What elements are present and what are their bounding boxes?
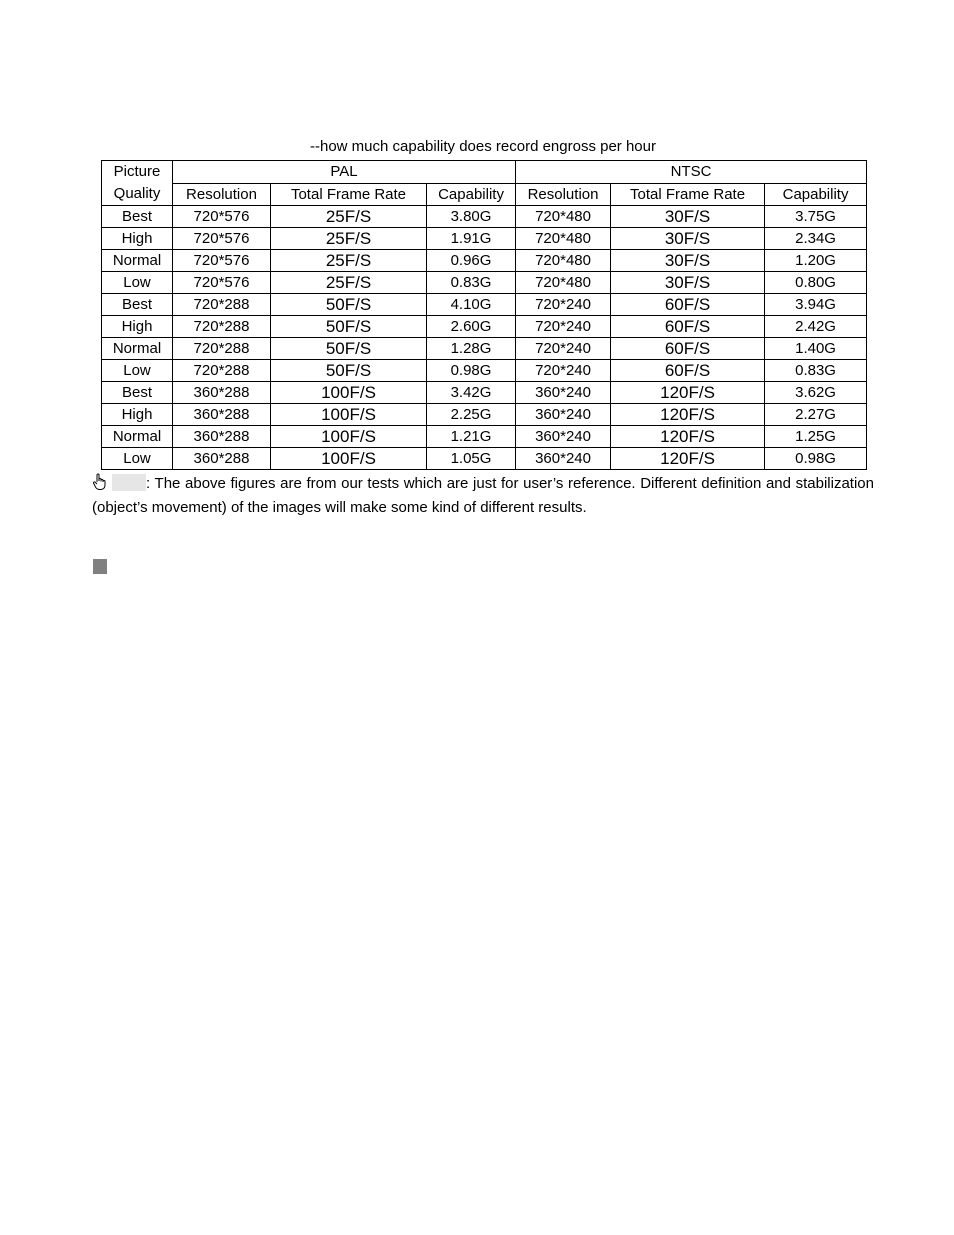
table-row bbox=[102, 404, 867, 426]
pal-frame-rate-cell: 100F/S bbox=[271, 404, 427, 426]
table-row bbox=[102, 250, 867, 272]
ntsc-header: NTSC bbox=[516, 161, 867, 184]
ntsc-frame-rate-cell: 120F/S bbox=[611, 426, 765, 448]
ntsc-resolution-header: Resolution bbox=[516, 183, 611, 206]
pal-resolution-cell: 360*288 bbox=[173, 382, 271, 404]
table-row bbox=[102, 206, 867, 228]
pal-frame-rate-cell: 25F/S bbox=[271, 228, 427, 250]
ntsc-resolution-cell: 720*240 bbox=[516, 360, 611, 382]
ntsc-resolution-cell: 720*240 bbox=[516, 294, 611, 316]
pal-capability-cell: 0.98G bbox=[427, 360, 516, 382]
ntsc-capability-cell: 1.20G bbox=[765, 250, 867, 272]
table-row bbox=[102, 426, 867, 448]
pal-capability-cell: 0.83G bbox=[427, 272, 516, 294]
pal-capability-cell: 2.60G bbox=[427, 316, 516, 338]
quality-cell: Low bbox=[102, 360, 173, 382]
ntsc-capability-cell: 2.27G bbox=[765, 404, 867, 426]
ntsc-frame-rate-cell: 60F/S bbox=[611, 360, 765, 382]
quality-cell: High bbox=[102, 228, 173, 250]
quality-cell: Best bbox=[102, 382, 173, 404]
ntsc-capability-cell: 3.62G bbox=[765, 382, 867, 404]
pal-resolution-cell: 720*576 bbox=[173, 228, 271, 250]
pal-resolution-cell: 720*576 bbox=[173, 250, 271, 272]
ntsc-resolution-cell: 720*480 bbox=[516, 250, 611, 272]
ntsc-resolution-cell: 360*240 bbox=[516, 426, 611, 448]
ntsc-frame-rate-cell: 60F/S bbox=[611, 338, 765, 360]
table-row bbox=[102, 448, 867, 470]
section-marker bbox=[93, 559, 107, 574]
ntsc-frame-rate-cell: 120F/S bbox=[611, 448, 765, 470]
ntsc-resolution-cell: 360*240 bbox=[516, 404, 611, 426]
ntsc-resolution-cell: 720*240 bbox=[516, 316, 611, 338]
pal-resolution-header: Resolution bbox=[173, 183, 271, 206]
pal-resolution-cell: 720*576 bbox=[173, 206, 271, 228]
pal-capability-cell: 0.96G bbox=[427, 250, 516, 272]
pal-capability-cell: 1.91G bbox=[427, 228, 516, 250]
pal-capability-header: Capability bbox=[427, 183, 516, 206]
table-row bbox=[102, 272, 867, 294]
reference-note bbox=[92, 472, 874, 520]
ntsc-frame-rate-cell: 30F/S bbox=[611, 272, 765, 294]
pointing-hand-icon bbox=[92, 473, 108, 491]
ntsc-capability-cell: 2.34G bbox=[765, 228, 867, 250]
table-header-row-2 bbox=[102, 183, 867, 206]
quality-cell: Best bbox=[102, 294, 173, 316]
pal-header: PAL bbox=[173, 161, 516, 184]
picture-quality-header bbox=[102, 161, 173, 206]
pal-frame-rate-cell: 100F/S bbox=[271, 426, 427, 448]
pal-frame-rate-cell: 25F/S bbox=[271, 206, 427, 228]
pal-frame-rate-cell: 50F/S bbox=[271, 338, 427, 360]
ntsc-resolution-cell: 720*480 bbox=[516, 228, 611, 250]
quality-cell: Normal bbox=[102, 426, 173, 448]
pal-frame-rate-cell: 50F/S bbox=[271, 316, 427, 338]
table-caption: --how much capability does record engross per hour bbox=[309, 138, 656, 155]
pal-frame-rate-cell: 100F/S bbox=[271, 448, 427, 470]
pal-frame-rate-cell: 100F/S bbox=[271, 382, 427, 404]
pal-resolution-cell: 720*288 bbox=[173, 360, 271, 382]
quality-cell: Normal bbox=[102, 338, 173, 360]
pal-capability-cell: 3.42G bbox=[427, 382, 516, 404]
pal-resolution-cell: 360*288 bbox=[173, 448, 271, 470]
ntsc-frame-rate-cell: 120F/S bbox=[611, 404, 765, 426]
pal-frame-rate-cell: 50F/S bbox=[271, 294, 427, 316]
ntsc-capability-cell: 0.80G bbox=[765, 272, 867, 294]
pal-resolution-cell: 720*576 bbox=[173, 272, 271, 294]
ntsc-frame-rate-cell: 30F/S bbox=[611, 250, 765, 272]
table-row bbox=[102, 360, 867, 382]
table-header-row-1 bbox=[102, 161, 867, 184]
ntsc-capability-cell: 3.94G bbox=[765, 294, 867, 316]
note-text: : The above figures are from our tests which are just for user’s reference. Different definition and stabilization (object’s movement) of the images will make some kind of different results. bbox=[92, 475, 874, 516]
table-row bbox=[102, 338, 867, 360]
pal-resolution-cell: 360*288 bbox=[173, 426, 271, 448]
pal-capability-cell: 1.05G bbox=[427, 448, 516, 470]
ntsc-resolution-cell: 720*240 bbox=[516, 338, 611, 360]
ntsc-frame-rate-header: Total Frame Rate bbox=[611, 183, 765, 206]
pal-capability-cell: 1.28G bbox=[427, 338, 516, 360]
ntsc-frame-rate-cell: 60F/S bbox=[611, 294, 765, 316]
ntsc-resolution-cell: 360*240 bbox=[516, 382, 611, 404]
ntsc-resolution-cell: 720*480 bbox=[516, 272, 611, 294]
pal-capability-cell: 3.80G bbox=[427, 206, 516, 228]
ntsc-frame-rate-cell: 30F/S bbox=[611, 206, 765, 228]
pal-resolution-cell: 720*288 bbox=[173, 294, 271, 316]
pal-resolution-cell: 720*288 bbox=[173, 338, 271, 360]
capability-table bbox=[101, 160, 867, 470]
quality-cell: Best bbox=[102, 206, 173, 228]
ntsc-capability-cell: 1.25G bbox=[765, 426, 867, 448]
quality-cell: High bbox=[102, 316, 173, 338]
pal-frame-rate-header: Total Frame Rate bbox=[271, 183, 427, 206]
pal-resolution-cell: 720*288 bbox=[173, 316, 271, 338]
ntsc-frame-rate-cell: 120F/S bbox=[611, 382, 765, 404]
ntsc-resolution-cell: 360*240 bbox=[516, 448, 611, 470]
ntsc-capability-cell: 3.75G bbox=[765, 206, 867, 228]
ntsc-capability-cell: 0.98G bbox=[765, 448, 867, 470]
ntsc-capability-header: Capability bbox=[765, 183, 867, 206]
pal-capability-cell: 2.25G bbox=[427, 404, 516, 426]
ntsc-capability-cell: 2.42G bbox=[765, 316, 867, 338]
ntsc-resolution-cell: 720*480 bbox=[516, 206, 611, 228]
ntsc-capability-cell: 0.83G bbox=[765, 360, 867, 382]
table-row bbox=[102, 294, 867, 316]
pal-capability-cell: 4.10G bbox=[427, 294, 516, 316]
pal-frame-rate-cell: 25F/S bbox=[271, 272, 427, 294]
table-row bbox=[102, 228, 867, 250]
pal-frame-rate-cell: 50F/S bbox=[271, 360, 427, 382]
table-row bbox=[102, 316, 867, 338]
quality-cell: High bbox=[102, 404, 173, 426]
quality-cell: Low bbox=[102, 448, 173, 470]
pal-frame-rate-cell: 25F/S bbox=[271, 250, 427, 272]
highlight-block bbox=[112, 474, 146, 491]
quality-header-text: Quality bbox=[113, 185, 161, 202]
ntsc-frame-rate-cell: 60F/S bbox=[611, 316, 765, 338]
ntsc-frame-rate-cell: 30F/S bbox=[611, 228, 765, 250]
pal-resolution-cell: 360*288 bbox=[173, 404, 271, 426]
pal-capability-cell: 1.21G bbox=[427, 426, 516, 448]
quality-cell: Low bbox=[102, 272, 173, 294]
picture-header-text: Picture bbox=[113, 163, 161, 180]
quality-cell: Normal bbox=[102, 250, 173, 272]
ntsc-capability-cell: 1.40G bbox=[765, 338, 867, 360]
table-row bbox=[102, 382, 867, 404]
